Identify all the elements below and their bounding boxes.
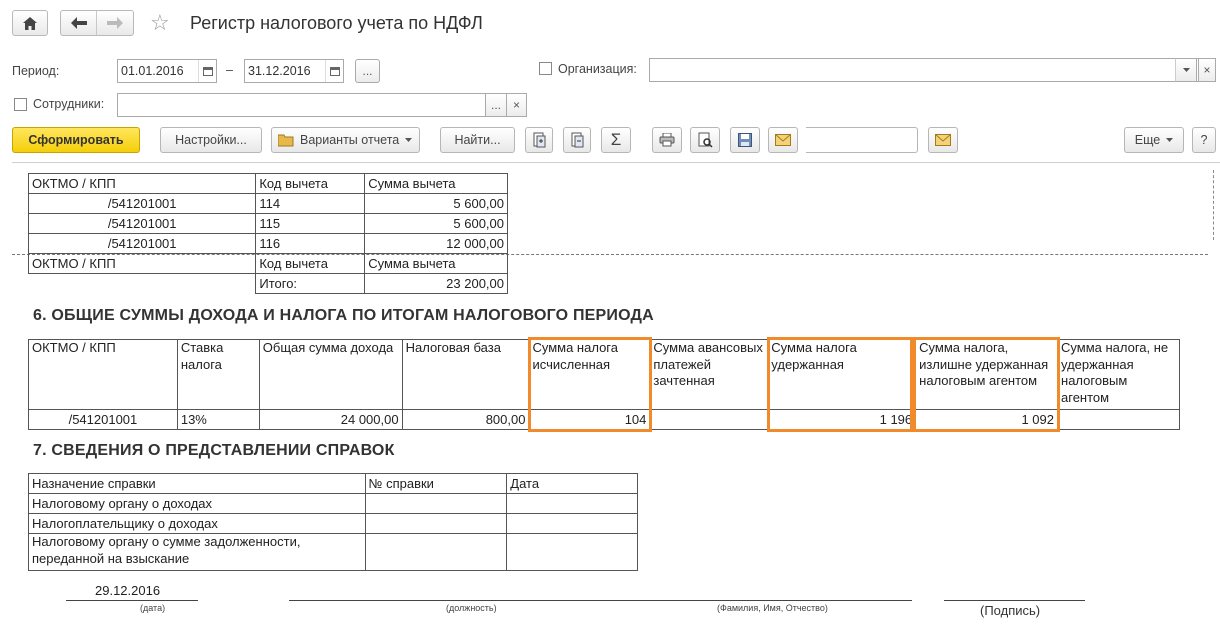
table-cell: 1 092 [916,410,1058,430]
total-value: 23 200,00 [365,274,508,294]
table-cell [507,514,638,534]
table-header-cell: Сумма авансовых платежей зачтенная [650,340,768,410]
document-plus-icon [532,132,546,148]
page-title: Регистр налогового учета по НДФЛ [190,13,483,33]
save-button[interactable] [730,127,760,153]
home-button[interactable] [12,10,48,36]
table-header-cell: Назначение справки [29,474,366,494]
highlight-box-tax-calculated [528,337,652,432]
print-button[interactable] [652,127,682,153]
save-icon [738,133,752,147]
document-minus-icon [570,132,584,148]
table-cell: 12 000,00 [365,234,508,254]
table-cell: /541201001 [29,234,256,254]
report-variants-button[interactable] [271,127,420,153]
period-select-button[interactable]: ... [355,59,380,83]
send-email-button-2[interactable] [928,127,958,153]
date-separator: – [226,63,233,77]
table-row [29,234,508,254]
section-7-title: 7. СВЕДЕНИЯ О ПРЕДСТАВЛЕНИИ СПРАВОК [33,442,395,459]
collapse-groups-button[interactable] [563,127,591,153]
table-cell: 1 196 [768,410,916,430]
table-header-row [29,174,508,194]
table-cell: 5 600,00 [365,194,508,214]
table-cell: /541201001 [29,214,256,234]
table-cell: Налогоплательщику о доходах [29,514,366,534]
table-cell [1058,410,1180,430]
table-header-cell: Ставка налога [177,340,259,410]
deductions-table [28,173,508,294]
table-row [29,494,638,514]
employees-field[interactable] [117,93,486,117]
table-header-cell: Сумма налога, не удержанная налоговым агентом [1058,340,1180,410]
table-total-row [29,274,508,294]
table-cell: 104 [529,410,650,430]
table-header-cell: № справки [365,474,507,494]
table-cell: 116 [256,234,365,254]
table-header-cell: Сумма налога, излишне удержанная налоговым агентом [916,340,1058,410]
expand-groups-button[interactable] [525,127,553,153]
table-header-row [29,474,638,494]
table-row [29,514,638,534]
chevron-down-icon [1183,68,1190,72]
table-header-cell: Сумма налога исчисленная [529,340,650,410]
table-cell [650,410,768,430]
organization-field[interactable] [649,58,1200,82]
date-from-value: 01.01.2016 [121,64,184,78]
employees-select-button[interactable]: ... [485,93,507,117]
table-cell: 13% [177,410,259,430]
total-label: Итого: [256,274,365,294]
signature-caption: (Подпись) [980,603,1041,618]
report-variants-label: Варианты отчета [300,133,400,147]
table-cell [507,494,638,514]
toolbar-spacer [806,127,918,153]
position-caption: (должность) [446,603,497,613]
more-label: Еще [1134,133,1161,147]
preview-button[interactable] [690,127,720,153]
table-header-cell: Дата [507,474,638,494]
nav-history-group [60,10,134,36]
table-cell: Налоговому органу о доходах [29,494,366,514]
calendar-icon[interactable] [198,60,216,82]
employees-checkbox[interactable] [14,98,27,111]
table-cell [365,534,507,571]
organization-label: Организация: [558,62,637,76]
date-line [66,600,198,601]
position-name-line [289,600,912,601]
generate-button[interactable]: Сформировать [12,127,140,153]
calendar-icon[interactable] [325,60,343,82]
chevron-down-icon [1166,138,1173,142]
table-cell: Налоговому органу о сумме задолженности, переданной на взыскание [29,534,366,571]
table-header-cell: Код вычета [256,174,365,194]
organization-checkbox[interactable] [539,62,552,75]
table-cell [365,494,507,514]
settings-button[interactable]: Настройки... [160,127,262,153]
highlight-box-tax-withheld [767,337,913,432]
date-caption: (дата) [140,603,166,613]
chevron-down-icon [405,138,412,142]
date-from-field[interactable] [117,59,217,83]
table-cell: 115 [256,214,365,234]
table-header-cell: ОКТМО / КПП [29,254,256,274]
table-cell: 24 000,00 [259,410,402,430]
organization-dropdown-button[interactable] [1175,58,1197,82]
table-cell [365,514,507,534]
table-header-cell: Сумма вычета [365,254,508,274]
back-button[interactable] [61,11,97,35]
forward-button[interactable] [97,11,133,35]
table-row [29,194,508,214]
table-header-row [29,254,508,274]
section-7-table [28,473,638,571]
table-header-cell: Сумма налога удержанная [768,340,916,410]
report-top-border [12,162,1220,163]
folder-icon [278,134,294,147]
send-email-button[interactable] [768,127,798,153]
print-preview-icon [697,132,713,148]
name-caption: (Фамилия, Имя, Отчество) [717,603,828,613]
arrow-right-icon [107,17,123,29]
table-header-cell: Общая сумма дохода [259,340,402,410]
signature-line [944,600,1085,601]
signature-date: 29.12.2016 [95,583,161,598]
employees-label: Сотрудники: [33,97,105,111]
highlight-box-tax-overwithheld [913,337,1060,432]
table-header-cell: Сумма вычета [365,174,508,194]
more-button[interactable] [1124,127,1184,153]
page-break-vertical [1213,170,1214,240]
help-button[interactable]: ? [1192,127,1216,153]
find-button[interactable]: Найти... [440,127,515,153]
favorite-star-icon[interactable]: ☆ [150,10,170,35]
table-cell: /541201001 [29,410,178,430]
table-cell: /541201001 [29,194,256,214]
home-icon [23,17,37,30]
table-cell: 114 [256,194,365,214]
table-header-cell: Налоговая база [402,340,529,410]
table-cell: 800,00 [402,410,529,430]
printer-icon [659,133,675,147]
table-cell: 5 600,00 [365,214,508,234]
period-label: Период: [12,64,60,78]
employees-clear-button[interactable]: × [506,93,527,117]
envelope-icon [935,134,951,146]
table-header-cell: ОКТМО / КПП [29,174,256,194]
section-6-title: 6. ОБЩИЕ СУММЫ ДОХОДА И НАЛОГА ПО ИТОГАМ НАЛОГОВОГО ПЕРИОДА [33,307,654,324]
table-cell-empty [29,274,256,294]
date-to-field[interactable] [244,59,344,83]
arrow-left-icon [71,17,87,29]
table-header-cell: ОКТМО / КПП [29,340,178,410]
sum-button[interactable]: Σ [601,127,631,153]
organization-clear-button[interactable]: × [1198,58,1216,82]
table-header-cell: Код вычета [256,254,365,274]
date-to-value: 31.12.2016 [248,64,311,78]
table-row [29,534,638,571]
table-row [29,214,508,234]
table-cell [507,534,638,571]
envelope-icon [775,134,791,146]
